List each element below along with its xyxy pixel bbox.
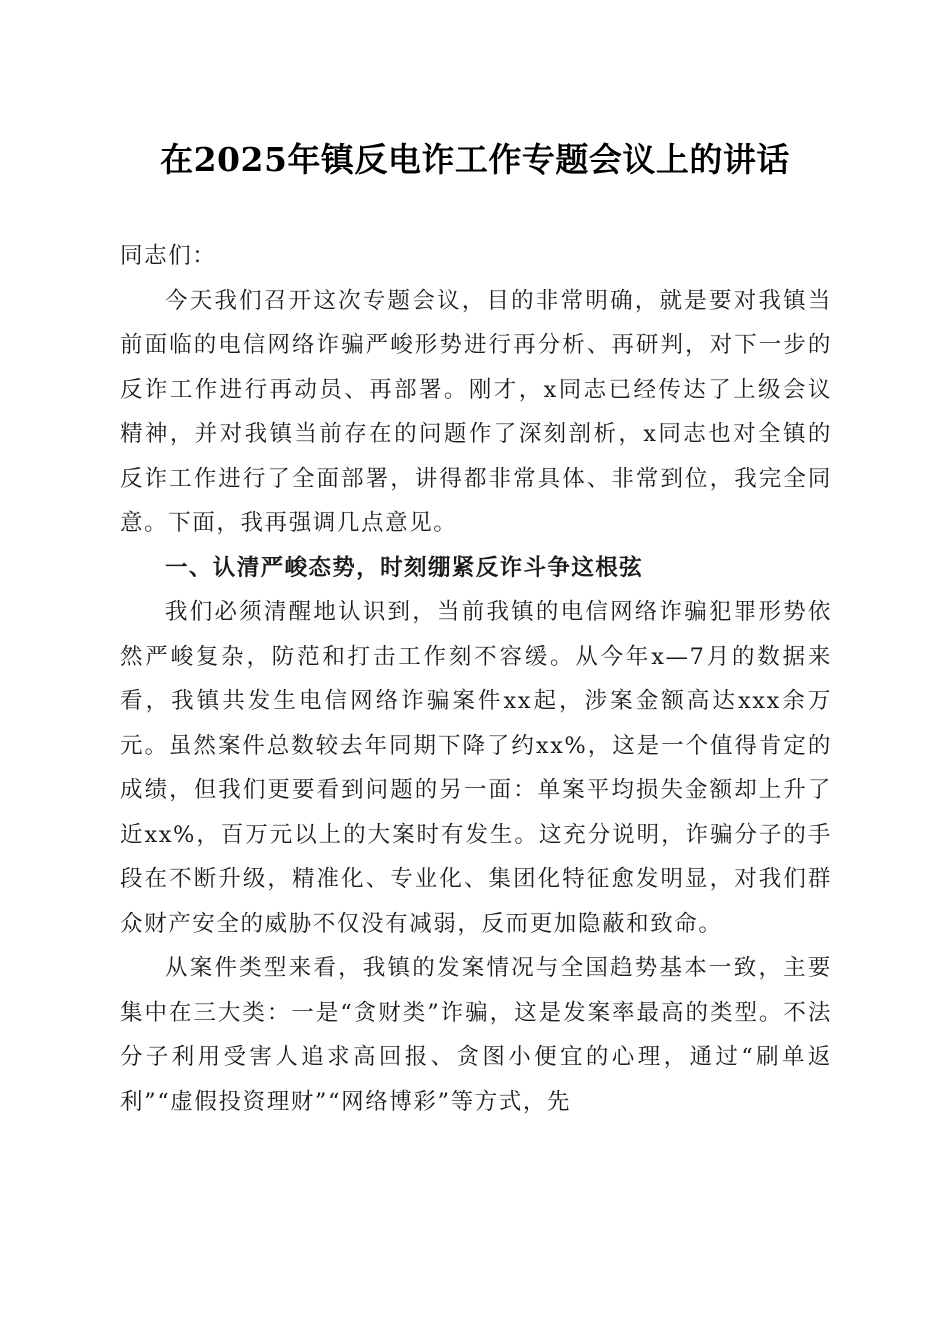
document-title: 在2025年镇反电诈工作专题会议上的讲话 [160,140,790,179]
paragraph-situation: 我们必须清醒地认识到，当前我镇的电信网络诈骗犯罪形势依然严峻复杂，防范和打击工作刻不容缓。从今年x—7月的数据来看，我镇共发生电信网络诈骗案件xx起，涉案金额高达xxx余万元。虽然案件总数较去年同期下降了约xx%，这是一个值得肯定的成绩，但我们更要看到问题的另一面：单案平均损失金额却上升了近xx%，百万元以上的大案时有发生。这充分说明，诈骗分子的手段在不断升级，精准化、专业化、集团化特征愈发明显，对我们群众财产安全的威胁不仅没有减弱，反而更加隐蔽和致命。 [120,599,832,937]
section-heading: 一、认清严峻态势，时刻绷紧反诈斗争这根弦 [165,554,644,581]
document-body [120,234,832,1124]
paragraph-case-types: 从案件类型来看，我镇的发案情况与全国趋势基本一致，主要集中在三大类：一是“贪财类”诈骗，这是发案率最高的类型。不法分子利用受害人追求高回报、贪图小便宜的心理，通过“刷单返利”“虚假投资理财”“网络博彩”等方式，先 [120,955,832,1115]
salutation: 同志们： [120,243,217,269]
paragraph-opening: 今天我们召开这次专题会议，目的非常明确，就是要对我镇当前面临的电信网络诈骗严峻形势进行再分析、再研判，对下一步的反诈工作进行再动员、再部署。刚才，x同志已经传达了上级会议精神，并对我镇当前存在的问题作了深刻剖析，x同志也对全镇的反诈工作进行了全面部署，讲得都非常具体、非常到位，我完全同意。下面，我再强调几点意见。 [120,287,832,536]
